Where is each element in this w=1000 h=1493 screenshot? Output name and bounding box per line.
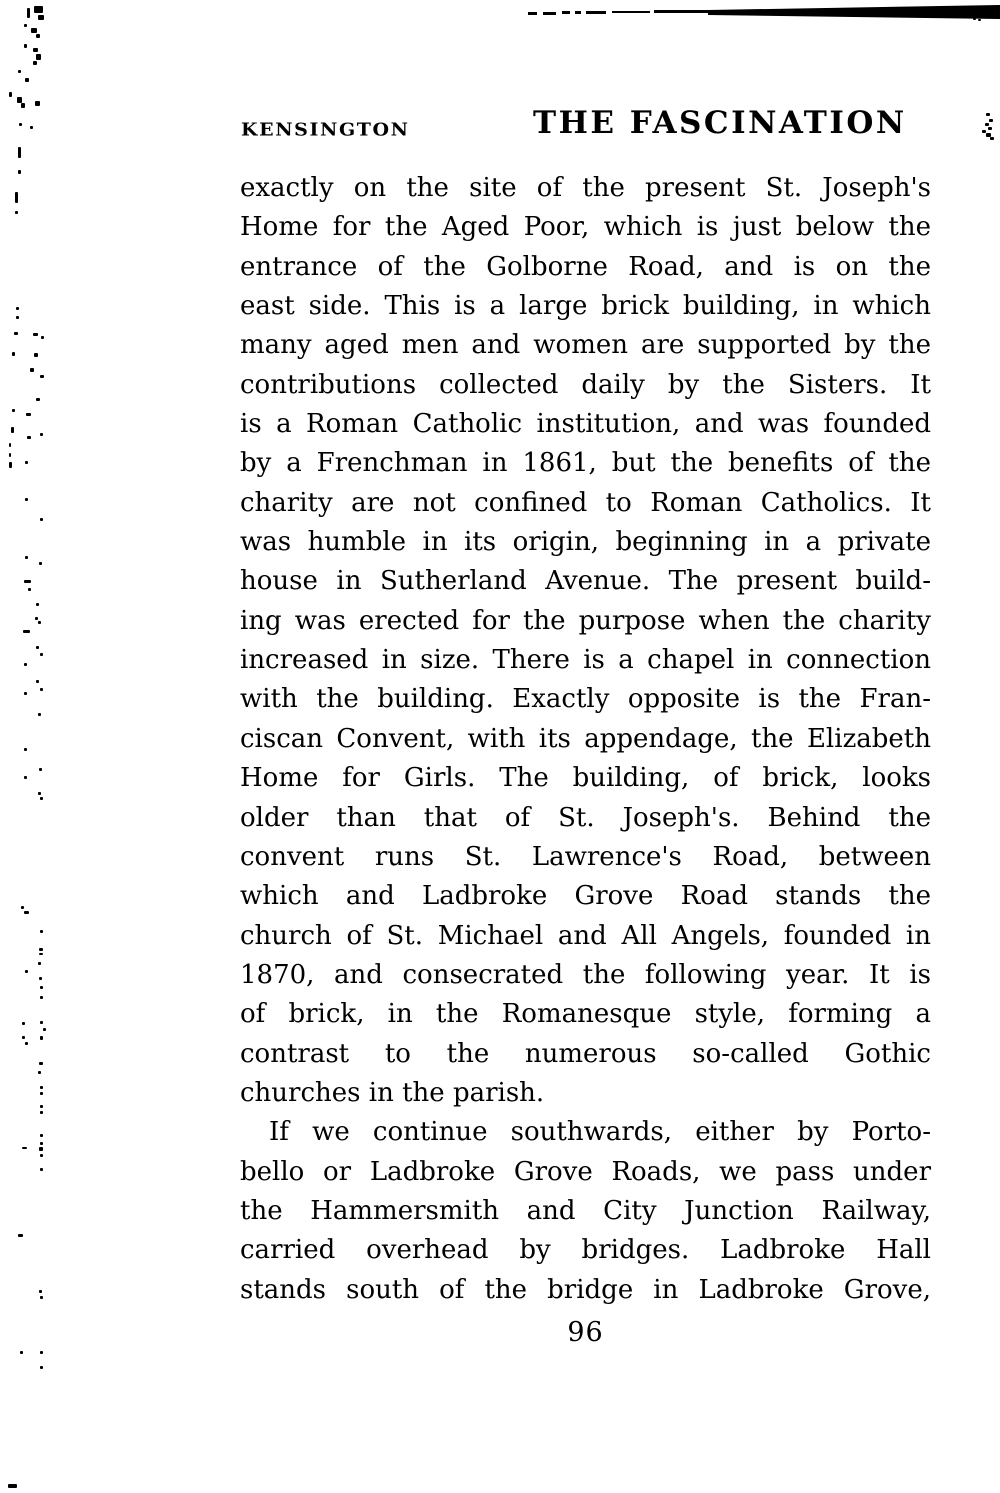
ink-speck <box>40 1036 43 1040</box>
ink-speck <box>12 352 15 356</box>
ink-speck <box>38 621 41 624</box>
ink-speck <box>18 70 21 73</box>
ink-speck <box>24 748 27 751</box>
ink-speck <box>33 333 38 336</box>
ink-speck <box>39 1147 43 1151</box>
ink-speck <box>36 646 39 649</box>
text-line: charity are not confined to Roman Catholics. It <box>240 487 931 518</box>
ink-speck <box>27 8 30 18</box>
ink-speck <box>24 911 29 914</box>
text-line: the Hammersmith and City Junction Railway, <box>240 1195 931 1226</box>
text-line: by a Frenchman in 1861, but the benefits of the <box>240 448 931 479</box>
ink-speck <box>30 126 33 129</box>
ink-speck <box>27 436 31 439</box>
ink-speck <box>38 962 41 965</box>
ink-speck <box>35 101 40 106</box>
ink-speck <box>39 977 42 980</box>
ink-speck <box>9 92 12 97</box>
ink-speck <box>43 1028 46 1031</box>
ink-speck <box>40 1142 43 1145</box>
text-line: churches in the parish. <box>240 1077 545 1108</box>
ink-speck <box>978 19 981 21</box>
ink-speck <box>38 15 44 20</box>
text-line: with the building. Exactly opposite is the Fran- <box>240 684 931 715</box>
text-line: contributions collected daily by the Sisters. It <box>240 369 931 400</box>
ink-speck <box>9 453 11 457</box>
ink-speck <box>989 119 993 122</box>
ink-speck <box>40 1296 43 1299</box>
ink-speck <box>8 1484 17 1488</box>
ink-speck <box>12 409 15 412</box>
ink-speck <box>22 1147 27 1149</box>
ink-speck <box>40 1105 43 1108</box>
ink-speck <box>14 332 18 335</box>
ink-speck <box>38 792 41 795</box>
ink-speck <box>25 498 28 501</box>
ink-speck <box>40 653 43 656</box>
ink-speck <box>39 768 42 771</box>
text-line: convent runs St. Lawrence's Road, between <box>240 841 931 872</box>
text-line: stands south of the bridge in Ladbroke Grove, <box>240 1274 931 1305</box>
ink-speck <box>11 427 14 433</box>
ink-speck <box>40 797 43 800</box>
text-line: older than that of St. Joseph's. Behind the <box>240 802 931 833</box>
text-line: carried overhead by bridges. Ladbroke Hall <box>240 1235 931 1266</box>
ink-speck <box>22 1036 25 1039</box>
ink-speck <box>30 368 34 372</box>
text-line: is a Roman Catholic institution, and was founded <box>240 409 931 440</box>
ink-speck <box>40 1021 43 1024</box>
ink-speck <box>40 1111 43 1114</box>
ink-speck <box>40 1154 43 1157</box>
ink-speck <box>985 123 989 126</box>
text-line: increased in size. There is a chapel in connection <box>240 645 931 676</box>
ink-speck <box>38 1071 41 1074</box>
ink-speck <box>986 113 990 116</box>
ink-speck <box>16 307 19 310</box>
ink-speck <box>9 462 12 468</box>
ink-speck <box>40 433 43 436</box>
ink-speck <box>21 906 24 909</box>
ink-speck <box>39 562 42 565</box>
ink-speck <box>9 443 11 447</box>
ink-speck <box>22 1022 25 1025</box>
ink-speck <box>36 54 41 60</box>
text-line: 1870, and consecrated the following year. It is <box>240 959 931 990</box>
ink-speck <box>25 970 28 973</box>
text-line: If we continue southwards, either by Porto- <box>269 1117 931 1148</box>
ink-speck <box>40 518 43 521</box>
ink-speck <box>35 617 38 620</box>
ink-speck <box>40 375 44 378</box>
ink-speck <box>40 986 43 989</box>
ink-speck <box>40 1366 43 1369</box>
ink-speck <box>25 461 28 464</box>
ink-speck <box>24 692 27 695</box>
text-line: Home for the Aged Poor, which is just below the <box>240 212 931 243</box>
ink-speck <box>24 44 27 48</box>
ink-speck <box>15 192 18 203</box>
scan-edge-line <box>528 5 1000 27</box>
ink-speck <box>24 776 27 779</box>
ink-speck <box>39 948 43 951</box>
ink-speck <box>15 211 18 214</box>
ink-speck <box>33 48 38 52</box>
ink-speck <box>24 663 27 666</box>
ink-speck <box>36 603 39 606</box>
ink-speck <box>40 996 43 999</box>
ink-speck <box>24 580 31 583</box>
ink-speck <box>40 1092 43 1095</box>
ink-speck <box>19 123 22 126</box>
text-line: entrance of the Golborne Road, and is on the <box>240 251 931 282</box>
body-text-column <box>240 169 931 1310</box>
ink-speck <box>988 127 992 130</box>
ink-speck <box>40 1168 43 1171</box>
ink-speck <box>39 953 43 955</box>
ink-speck <box>39 1062 43 1065</box>
text-line: ciscan Convent, with its appendage, the Elizabeth <box>240 723 931 754</box>
text-line: was humble in its origin, beginning in a private <box>240 527 931 558</box>
ink-speck <box>25 78 29 82</box>
ink-speck <box>990 137 994 140</box>
text-line: house in Sutherland Avenue. The present build- <box>240 566 931 597</box>
ink-speck <box>40 1351 43 1354</box>
running-head-title: THE FASCINATION <box>533 105 907 141</box>
text-line: of brick, in the Romanesque style, forming a <box>240 999 931 1030</box>
text-line: which and Ladbroke Grove Road stands the <box>240 881 931 912</box>
text-line: church of St. Michael and All Angels, founded in <box>240 920 931 951</box>
ink-speck <box>18 1234 23 1237</box>
ink-speck <box>16 316 19 319</box>
text-line: bello or Ladbroke Grove Roads, we pass under <box>240 1156 931 1187</box>
ink-speck <box>41 336 44 339</box>
ink-speck <box>34 6 43 13</box>
ink-speck <box>21 103 25 108</box>
ink-speck <box>25 556 28 559</box>
ink-speck <box>36 398 40 401</box>
ink-speck <box>34 353 38 357</box>
ink-speck <box>33 61 37 65</box>
ink-speck <box>39 1290 42 1293</box>
ink-speck <box>38 713 41 716</box>
ink-speck <box>18 147 21 158</box>
ink-speck <box>973 18 976 20</box>
ink-speck <box>24 24 27 27</box>
ink-speck <box>28 588 31 591</box>
ink-speck <box>31 28 37 33</box>
ink-speck <box>25 1042 28 1045</box>
ink-speck <box>40 688 43 691</box>
text-line: contrast to the numerous so-called Gothic <box>240 1038 931 1069</box>
ink-speck <box>36 34 40 38</box>
ink-speck <box>36 680 39 683</box>
text-line: Home for Girls. The building, of brick, looks <box>240 763 931 794</box>
ink-speck <box>23 630 30 633</box>
ink-speck <box>40 1086 43 1089</box>
ink-speck <box>40 930 43 933</box>
ink-speck <box>20 1351 23 1354</box>
ink-speck <box>26 413 31 416</box>
text-line: east side. This is a large brick building, in which <box>240 291 931 322</box>
ink-speck <box>40 1134 43 1137</box>
text-line: ing was erected for the purpose when the charity <box>240 605 931 636</box>
ink-speck <box>18 170 21 174</box>
text-line: many aged men and women are supported by the <box>240 330 931 361</box>
text-line: exactly on the site of the present St. Joseph's <box>240 173 931 203</box>
running-head-section: KENSINGTON <box>241 119 410 141</box>
page-number: 96 <box>567 1317 604 1348</box>
